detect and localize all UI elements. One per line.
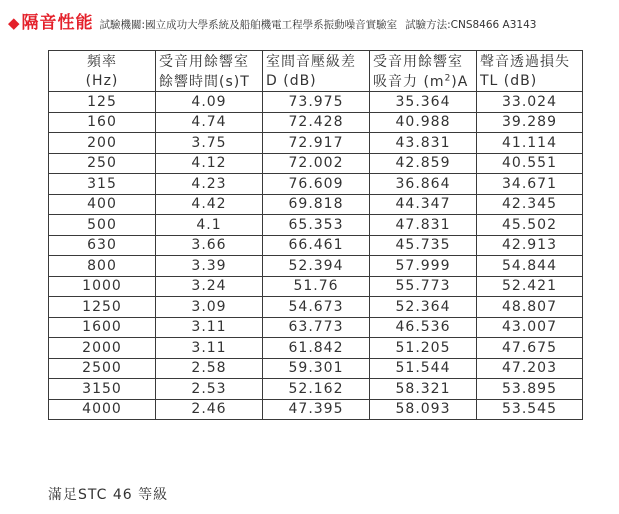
cell-level-diff: 66.461: [263, 235, 370, 256]
cell-transmission-loss: 53.545: [477, 399, 583, 420]
cell-absorption: 58.093: [370, 399, 477, 420]
cell-transmission-loss: 41.114: [477, 133, 583, 154]
cell-transmission-loss: 54.844: [477, 256, 583, 277]
header-level-diff: 室間音壓級差: [263, 51, 370, 72]
cell-reverb-time: 3.75: [156, 133, 263, 154]
table-row: [49, 379, 583, 400]
cell-reverb-time: 2.58: [156, 358, 263, 379]
cell-transmission-loss: 40.551: [477, 153, 583, 174]
cell-absorption: 40.988: [370, 112, 477, 133]
header-transmission-loss-unit: TL (dB): [477, 71, 583, 92]
cell-frequency: 630: [49, 235, 156, 256]
cell-reverb-time: 4.09: [156, 92, 263, 113]
table-row: [49, 297, 583, 318]
cell-frequency: 125: [49, 92, 156, 113]
cell-frequency: 200: [49, 133, 156, 154]
cell-level-diff: 52.394: [263, 256, 370, 277]
section-title: 隔音性能: [21, 13, 94, 33]
absorption-unit-sup: 2: [444, 73, 452, 84]
cell-absorption: 46.536: [370, 317, 477, 338]
cell-absorption: 36.864: [370, 174, 477, 195]
header-reverb-time: 受音用餘響室: [156, 51, 263, 72]
header-frequency: 頻率: [49, 51, 156, 72]
table-row: [49, 194, 583, 215]
table-row: [49, 133, 583, 154]
cell-transmission-loss: 48.807: [477, 297, 583, 318]
cell-reverb-time: 4.23: [156, 174, 263, 195]
sound-insulation-table: [48, 50, 583, 420]
cell-transmission-loss: 43.007: [477, 317, 583, 338]
cell-absorption: 35.364: [370, 92, 477, 113]
cell-frequency: 315: [49, 174, 156, 195]
cell-frequency: 800: [49, 256, 156, 277]
table-row: [49, 358, 583, 379]
cell-transmission-loss: 42.345: [477, 194, 583, 215]
table-row: [49, 399, 583, 420]
cell-transmission-loss: 47.675: [477, 338, 583, 359]
cell-reverb-time: 4.12: [156, 153, 263, 174]
cell-level-diff: 59.301: [263, 358, 370, 379]
header-absorption-unit: [370, 71, 477, 92]
absorption-unit-end: )A: [451, 74, 469, 90]
cell-transmission-loss: 39.289: [477, 112, 583, 133]
header-reverb-time-unit: 餘響時間(s)T: [156, 71, 263, 92]
cell-reverb-time: 3.11: [156, 317, 263, 338]
table-row: [49, 92, 583, 113]
cell-level-diff: 69.818: [263, 194, 370, 215]
section-header: [8, 8, 536, 32]
cell-absorption: 45.735: [370, 235, 477, 256]
table-row: [49, 153, 583, 174]
diamond-icon: ◆: [8, 14, 20, 32]
cell-absorption: 51.205: [370, 338, 477, 359]
cell-level-diff: 47.395: [263, 399, 370, 420]
test-standard: 試驗方法:CNS8466 A3143: [405, 19, 537, 31]
cell-reverb-time: 3.24: [156, 276, 263, 297]
table-row: [49, 317, 583, 338]
cell-transmission-loss: 33.024: [477, 92, 583, 113]
cell-level-diff: 51.76: [263, 276, 370, 297]
testing-lab: 試驗機關:國立成功大學系統及船舶機電工程學系振動噪音實驗室: [99, 19, 398, 31]
cell-frequency: 400: [49, 194, 156, 215]
cell-absorption: 43.831: [370, 133, 477, 154]
cell-reverb-time: 3.39: [156, 256, 263, 277]
header-transmission-loss: 聲音透過損失: [477, 51, 583, 72]
cell-transmission-loss: 42.913: [477, 235, 583, 256]
cell-frequency: 2500: [49, 358, 156, 379]
table-row: [49, 338, 583, 359]
cell-absorption: 58.321: [370, 379, 477, 400]
stc-note: 滿足STC 46 等級: [48, 487, 169, 503]
cell-reverb-time: 4.1: [156, 215, 263, 236]
cell-level-diff: 52.162: [263, 379, 370, 400]
cell-frequency: 2000: [49, 338, 156, 359]
header-row-2: [49, 71, 583, 92]
cell-absorption: 51.544: [370, 358, 477, 379]
absorption-unit-start: 吸音力 (m: [373, 74, 445, 90]
cell-absorption: 42.859: [370, 153, 477, 174]
cell-level-diff: 72.428: [263, 112, 370, 133]
cell-frequency: 1250: [49, 297, 156, 318]
cell-transmission-loss: 53.895: [477, 379, 583, 400]
cell-frequency: 160: [49, 112, 156, 133]
table-body: [49, 92, 583, 420]
cell-level-diff: 61.842: [263, 338, 370, 359]
cell-frequency: 4000: [49, 399, 156, 420]
cell-level-diff: 73.975: [263, 92, 370, 113]
cell-level-diff: 54.673: [263, 297, 370, 318]
cell-absorption: 47.831: [370, 215, 477, 236]
table-row: [49, 174, 583, 195]
header-level-diff-unit: D (dB): [263, 71, 370, 92]
cell-transmission-loss: 47.203: [477, 358, 583, 379]
cell-transmission-loss: 34.671: [477, 174, 583, 195]
cell-reverb-time: 3.11: [156, 338, 263, 359]
cell-frequency: 500: [49, 215, 156, 236]
cell-reverb-time: 4.42: [156, 194, 263, 215]
table-row: [49, 215, 583, 236]
cell-frequency: 1600: [49, 317, 156, 338]
cell-reverb-time: 3.09: [156, 297, 263, 318]
header-frequency-unit: (Hz): [49, 71, 156, 92]
cell-level-diff: 65.353: [263, 215, 370, 236]
cell-frequency: 3150: [49, 379, 156, 400]
cell-reverb-time: 2.46: [156, 399, 263, 420]
cell-reverb-time: 4.74: [156, 112, 263, 133]
cell-level-diff: 72.002: [263, 153, 370, 174]
cell-frequency: 250: [49, 153, 156, 174]
cell-level-diff: 76.609: [263, 174, 370, 195]
header-row-1: [49, 51, 583, 72]
cell-absorption: 44.347: [370, 194, 477, 215]
table-row: [49, 112, 583, 133]
cell-level-diff: 63.773: [263, 317, 370, 338]
table-row: [49, 235, 583, 256]
cell-absorption: 55.773: [370, 276, 477, 297]
table-row: [49, 256, 583, 277]
cell-reverb-time: 3.66: [156, 235, 263, 256]
cell-frequency: 1000: [49, 276, 156, 297]
cell-reverb-time: 2.53: [156, 379, 263, 400]
table-row: [49, 276, 583, 297]
cell-absorption: 57.999: [370, 256, 477, 277]
cell-transmission-loss: 52.421: [477, 276, 583, 297]
cell-transmission-loss: 45.502: [477, 215, 583, 236]
header-absorption: 受音用餘響室: [370, 51, 477, 72]
cell-absorption: 52.364: [370, 297, 477, 318]
cell-level-diff: 72.917: [263, 133, 370, 154]
